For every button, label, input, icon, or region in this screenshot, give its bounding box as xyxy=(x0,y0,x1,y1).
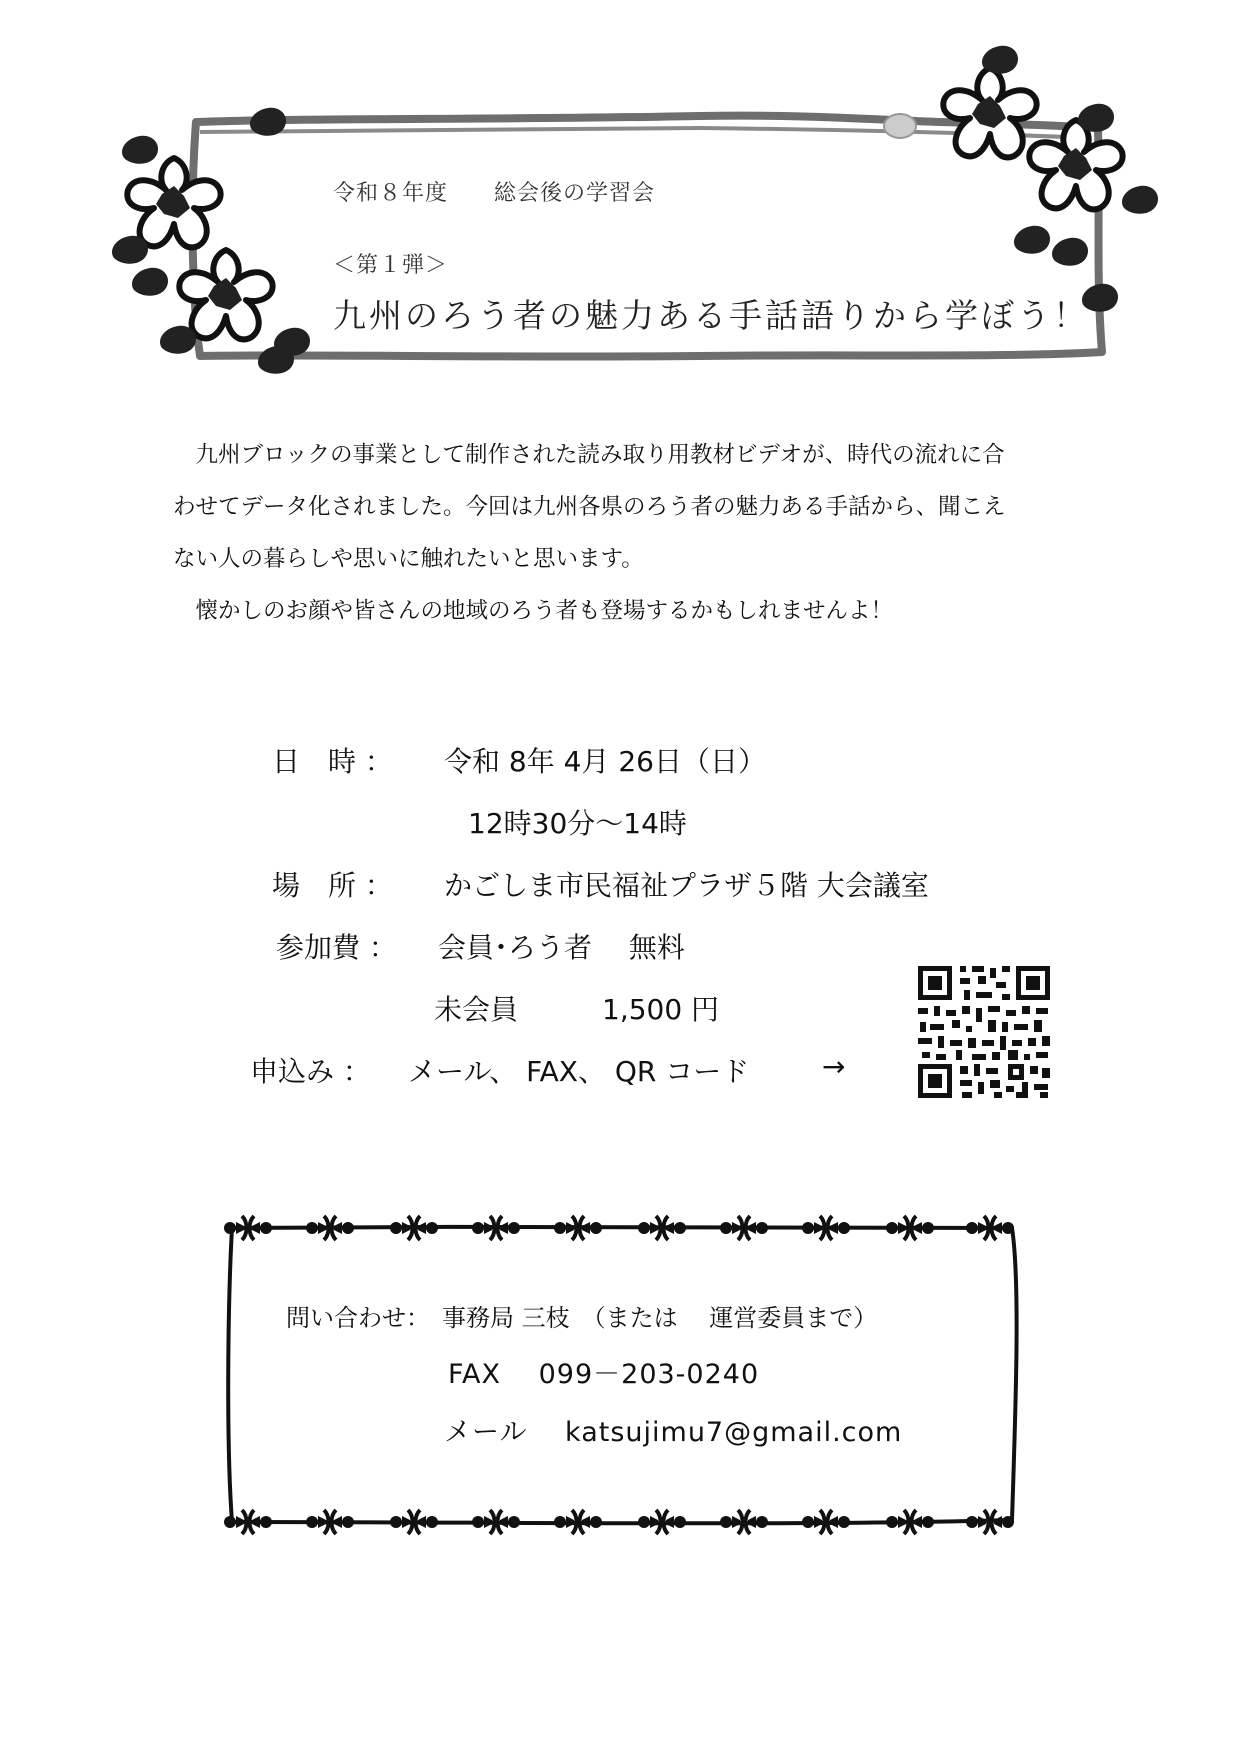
flower-icon xyxy=(127,158,220,247)
datetime-label: 日 時 ： xyxy=(272,745,393,778)
apply-label: 申込み ： xyxy=(250,1055,371,1088)
fax-line: FAX 099－203-0240 xyxy=(448,1359,760,1390)
intro-line: ない人の暮らしや思いに触れたいと思います。 xyxy=(173,546,644,572)
fee-nonmember: 未会員 1,500 円 xyxy=(434,993,720,1026)
apply-methods: メール、 FAX、 QR コード xyxy=(408,1055,750,1088)
arrow-icon: → xyxy=(822,1050,846,1083)
fee-member: 会員･ろう者 無料 xyxy=(438,931,685,964)
page-title: 九州のろう者の魅力ある手話語りから学ぼう！ xyxy=(333,296,1089,335)
inquiry-line: 問い合わせ： 事務局 三枝 （または 運営委員まで） xyxy=(286,1304,878,1332)
event-time: 12時30分～14時 xyxy=(468,807,687,840)
event-date: 令和 8年 4月 26日（日） xyxy=(444,745,766,778)
mail-line[interactable]: メール katsujimu7@gmail.com xyxy=(444,1417,903,1448)
intro-line: わせてデータ化されました。今回は九州各県のろう者の魅力ある手話から、聞こえ xyxy=(173,494,1006,520)
qr-code-icon[interactable] xyxy=(916,964,1052,1100)
intro-paragraph xyxy=(173,429,1006,637)
flower-icon xyxy=(943,68,1036,157)
event-place: かごしま市民福祉プラザ５階 大会議室 xyxy=(444,869,929,902)
flower-icon xyxy=(1029,120,1122,209)
installment-label: ＜第１弾＞ xyxy=(333,253,449,278)
place-label: 場 所 ： xyxy=(272,869,393,902)
event-subtitle: 令和８年度 総会後の学習会 xyxy=(333,181,656,206)
intro-line: 懐かしのお顔や皆さんの地域のろう者も登場するかもしれませんよ！ xyxy=(173,598,894,624)
intro-line: 九州ブロックの事業として制作された読み取り用教材ビデオが、時代の流れに合 xyxy=(173,442,1005,468)
fee-label: 参加費 ： xyxy=(276,931,397,964)
